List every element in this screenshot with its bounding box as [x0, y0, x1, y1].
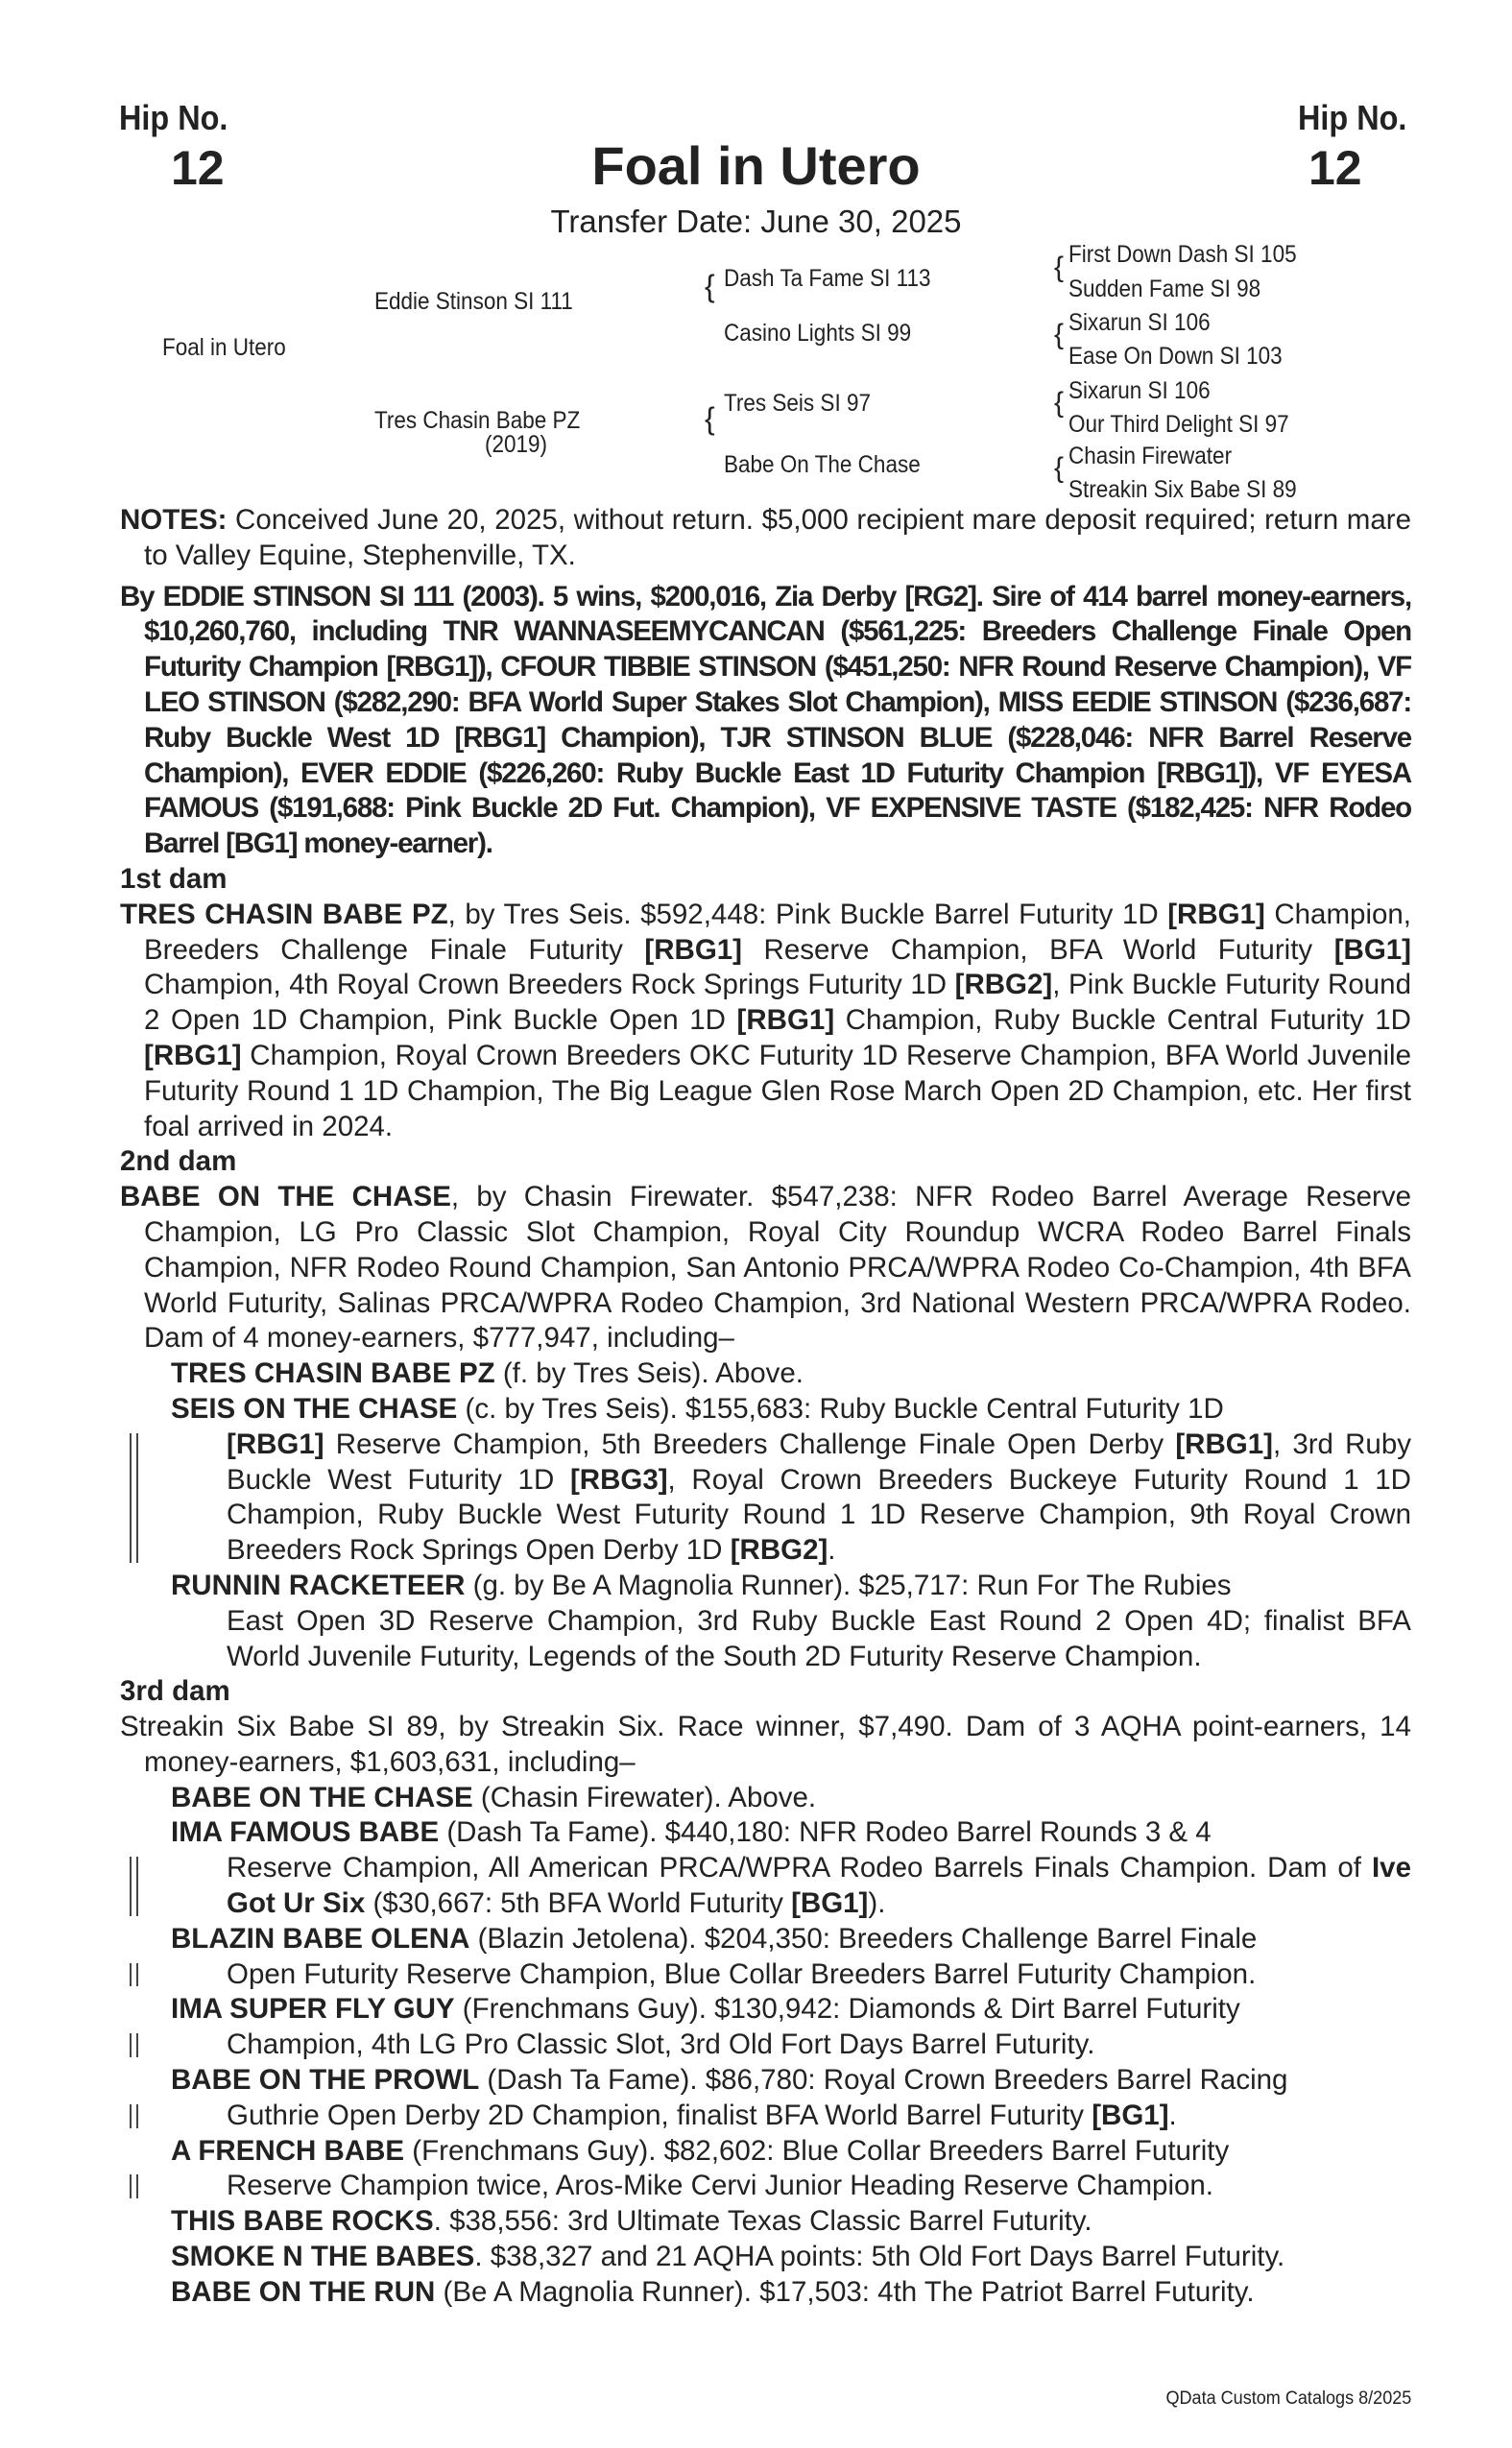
- offspring-name: RUNNIN RACKETEER: [171, 1569, 466, 1601]
- pedigree-sire: Eddie Stinson SI 111: [374, 288, 573, 315]
- grade-badge: [RBG3]: [569, 1463, 668, 1496]
- list-item: [171, 1392, 1411, 1569]
- first-dam-text: Champion, Breeders Challenge Finale Futurity: [144, 898, 1412, 966]
- offspring-text: Reserve Champion, All American PRCA/WPRA Rodeo Barrels Finals Champion. Dam of: [227, 1852, 1372, 1884]
- list-item: [171, 1356, 1411, 1392]
- grade-badge: [RBG1]: [736, 1004, 835, 1037]
- grade-badge: [RBG2]: [730, 1534, 828, 1567]
- first-dam-name: TRES CHASIN BABE PZ: [120, 898, 448, 930]
- first-dam-text: , Pink Buckle Futurity Round 2 Open 1D Champion, Pink Buckle Open 1D: [144, 969, 1411, 1037]
- list-item: [171, 1922, 1411, 1993]
- pedigree-dam-year: (2019): [485, 431, 548, 458]
- offspring-text: . $38,327 and 21 AQHA points: 5th Old Fort Days Barrel Futurity.: [474, 2241, 1285, 2273]
- offspring-name: BABE ON THE RUN: [171, 2275, 436, 2308]
- offspring-detail: [120, 1851, 1411, 1922]
- pedigree-subject: Foal in Utero: [162, 334, 286, 361]
- brace-icon: {: [1054, 387, 1065, 419]
- second-dam-paragraph: [120, 1180, 1411, 1356]
- brace-icon: {: [705, 401, 715, 436]
- offspring-text: (Blazin Jetolena). $204,350: Breeders Challenge Barrel Finale: [469, 1922, 1258, 1955]
- footer-credit: QData Custom Catalogs 8/2025: [1165, 2388, 1411, 2409]
- offspring-detail: [120, 2099, 1411, 2134]
- offspring-detail: [120, 1428, 1411, 1569]
- first-dam-text: Champion, Ruby Buckle Central Futurity 1D: [834, 1004, 1411, 1037]
- grade-badge: [RBG1]: [144, 1039, 242, 1071]
- hip-number-left: 12: [171, 141, 225, 195]
- offspring-name: IMA SUPER FLY GUY: [171, 1993, 455, 2026]
- offspring-name: BABE ON THE CHASE: [171, 1781, 473, 1813]
- offspring-text: (Frenchmans Guy). $130,942: Diamonds & Dirt Barrel Futurity: [454, 1993, 1240, 2026]
- list-item: [171, 1569, 1411, 1674]
- list-item: [171, 2240, 1411, 2275]
- offspring-text: .: [828, 1534, 836, 1567]
- list-item: [171, 2063, 1411, 2134]
- offspring-text: Reserve Champion, 5th Breeders Challenge Finale Open Derby: [324, 1428, 1176, 1460]
- offspring-detail: East Open 3D Reserve Champion, 3rd Ruby Buckle East Round 2 Open 4D; finalist BFA World Juvenile Futurity, Legends of the South 2D Futurity Reserve Champion.: [227, 1604, 1411, 1672]
- pedigree-g3: Sixarun SI 106: [1068, 309, 1211, 336]
- brace-icon: {: [1054, 252, 1065, 283]
- page-title: Foal in Utero: [591, 135, 921, 196]
- pedigree-sire-sire: Dash Ta Fame SI 113: [724, 265, 931, 292]
- hip-number-right: 12: [1308, 141, 1362, 195]
- offspring-text: ).: [868, 1887, 886, 1920]
- offspring-text: , 3rd Ruby Buckle West Futurity 1D: [227, 1428, 1411, 1496]
- pedigree-g1: First Down Dash SI 105: [1068, 241, 1297, 268]
- pedigree-dam: Tres Chasin Babe PZ: [374, 407, 581, 434]
- offspring-text: (c. by Tres Seis). $155,683: Ruby Buckle Central Futurity 1D: [457, 1392, 1224, 1425]
- brace-icon: {: [1054, 319, 1065, 350]
- offspring-text: , Royal Crown Breeders Buckeye Futurity Round 1 1D Champion, Ruby Buckle West Futurity Round 1 1D Reserve Champion, 9th Royal Crown Breeders Rock Springs Open Derby 1D: [227, 1463, 1411, 1567]
- first-dam-text: , by Tres Seis. $592,448: Pink Buckle Barrel Futurity 1D: [447, 898, 1168, 930]
- offspring-text: (Dash Ta Fame). $86,780: Royal Crown Breeders Barrel Racing: [479, 2064, 1288, 2097]
- grade-badge: [RBG1]: [227, 1428, 324, 1460]
- offspring-name: THIS BABE ROCKS: [171, 2205, 434, 2238]
- first-dam-text: Reserve Champion, BFA World Futurity: [742, 933, 1334, 966]
- brace-icon: {: [1054, 452, 1065, 484]
- grade-badge: [RBG1]: [1175, 1428, 1273, 1460]
- offspring-detail: Reserve Champion twice, Aros-Mike Cervi Junior Heading Reserve Champion.: [120, 2169, 1411, 2204]
- offspring-name: A FRENCH BABE: [171, 2134, 405, 2167]
- list-item: [171, 2204, 1411, 2240]
- pedigree-sire-dam: Casino Lights SI 99: [724, 320, 912, 347]
- list-item: [171, 2275, 1411, 2311]
- list-item: [171, 1815, 1411, 1921]
- offspring-name: BABE ON THE PROWL: [171, 2064, 480, 2097]
- hip-label-left: Hip No.: [119, 98, 228, 137]
- second-dam-text: , by Chasin Firewater. $547,238: NFR Rodeo Barrel Average Reserve Champion, LG Pro Classic Slot Champion, Royal City Roundup WCRA Rodeo Barrel Finals Champion, NFR Rodeo Round Champion, San Antonio PRCA/WPRA Rodeo Co-Champion, 4th BFA World Futurity, Salinas PRCA/WPRA Rodeo Champion, 3rd National Western PRCA/WPRA Rodeo. Dam of 4 money-earners, $777,947, including–: [144, 1181, 1411, 1355]
- pedigree-dam-dam: Babe On The Chase: [724, 451, 921, 478]
- grade-badge: [RBG1]: [644, 933, 742, 966]
- offspring-text: .: [1168, 2099, 1177, 2131]
- offspring-text: (f. by Tres Seis). Above.: [494, 1357, 804, 1390]
- second-dam-heading: 2nd dam: [120, 1145, 237, 1178]
- first-dam-paragraph: [120, 898, 1411, 1145]
- offspring-detail: Open Futurity Reserve Champion, Blue Collar Breeders Barrel Futurity Champion.: [120, 1957, 1411, 1993]
- offspring-name: SMOKE N THE BABES: [171, 2241, 475, 2273]
- hip-label-right: Hip No.: [1298, 98, 1407, 137]
- offspring-text: (Dash Ta Fame). $440,180: NFR Rodeo Barrel Rounds 3 & 4: [439, 1816, 1212, 1849]
- pedigree-dam-sire: Tres Seis SI 97: [724, 390, 871, 417]
- grade-badge: [RBG2]: [954, 969, 1053, 1001]
- pedigree-g5: Sixarun SI 106: [1068, 377, 1211, 404]
- offspring-name: IMA FAMOUS BABE: [171, 1816, 440, 1849]
- offspring-text: Guthrie Open Derby 2D Champion, finalist BFA World Barrel Futurity: [227, 2099, 1092, 2131]
- offspring-text: . $38,556: 3rd Ultimate Texas Classic Barrel Futurity.: [433, 2205, 1092, 2238]
- catalog-body: [120, 503, 1411, 2311]
- list-item: [171, 1781, 1411, 1816]
- grade-badge: [BG1]: [1092, 2099, 1169, 2131]
- transfer-date: Transfer Date: June 30, 2025: [550, 204, 962, 239]
- notes-paragraph: [120, 503, 1411, 574]
- offspring-text: (Frenchmans Guy). $82,602: Blue Collar Breeders Barrel Futurity: [404, 2134, 1230, 2167]
- third-dam-paragraph: Streakin Six Babe SI 89, by Streakin Six. Race winner, $7,490. Dam of 3 AQHA point-earners, 14 money-earners, $1,603,631, including–: [120, 1711, 1411, 1778]
- sire-paragraph: By EDDIE STINSON SI 111 (2003). 5 wins, $200,016, Zia Derby [RG2]. Sire of 414 barrel money-earners, $10,260,760, including TNR WANNASEEMYCANCAN ($561,225: Breeders Challenge Finale Open Futurity Champion [RBG1]), CFOUR TIBBIE STINSON ($451,250: NFR Round Reserve Champion), VF LEO STINSON ($282,290: BFA World Super Stakes Slot Champion), MISS EEDIE STINSON ($236,687: Ruby Buckle West 1D [RBG1] Champion), TJR STINSON BLUE ($228,046: NFR Barrel Reserve Champion), EVER EDDIE ($226,260: Ruby Buckle East 1D Futurity Champion [RBG1]), VF EYESA FAMOUS ($191,688: Pink Buckle 2D Fut. Champion), VF EXPENSIVE TASTE ($182,425: NFR Rodeo Barrel [BG1] money-earner).: [120, 580, 1411, 860]
- offspring-text: (g. by Be A Magnolia Runner). $25,717: Run For The Rubies: [465, 1569, 1232, 1601]
- list-item: [171, 2134, 1411, 2205]
- third-dam-heading: 3rd dam: [120, 1675, 230, 1708]
- list-item: [171, 1992, 1411, 2063]
- brace-icon: {: [705, 269, 715, 303]
- pedigree-g8: Streakin Six Babe SI 89: [1068, 476, 1297, 503]
- offspring-text: (Be A Magnolia Runner). $17,503: 4th The Patriot Barrel Futurity.: [435, 2275, 1255, 2308]
- second-dam-name: BABE ON THE CHASE: [120, 1181, 451, 1213]
- pedigree-g7: Chasin Firewater: [1068, 443, 1233, 469]
- offspring-name: BLAZIN BABE OLENA: [171, 1922, 470, 1955]
- pedigree-g6: Our Third Delight SI 97: [1068, 411, 1289, 438]
- pedigree-g2: Sudden Fame SI 98: [1068, 276, 1261, 302]
- grade-badge: [BG1]: [1333, 933, 1411, 966]
- grade-badge: [RBG1]: [1167, 898, 1265, 930]
- offspring-text: ($30,667: 5th BFA World Futurity: [365, 1887, 792, 1920]
- pedigree-g4: Ease On Down SI 103: [1068, 343, 1283, 370]
- grand-offspring-name: Ive Got Ur Six: [227, 1852, 1411, 1920]
- first-dam-heading: 1st dam: [120, 862, 228, 895]
- grade-badge: [BG1]: [791, 1887, 869, 1920]
- first-dam-text: Champion, Royal Crown Breeders OKC Futurity 1D Reserve Champion, BFA World Juvenile Futurity Round 1 1D Champion, The Big League Glen Rose March Open 2D Champion, etc. Her first foal arrived in 2024.: [144, 1039, 1411, 1142]
- offspring-name: SEIS ON THE CHASE: [171, 1392, 458, 1425]
- offspring-text: (Chasin Firewater). Above.: [472, 1781, 817, 1813]
- notes-label: NOTES:: [120, 504, 228, 536]
- first-dam-text: Champion, 4th Royal Crown Breeders Rock Springs Futurity 1D: [144, 969, 955, 1001]
- offspring-name: TRES CHASIN BABE PZ: [171, 1357, 495, 1390]
- offspring-detail: Champion, 4th LG Pro Classic Slot, 3rd Old Fort Days Barrel Futurity.: [120, 2028, 1411, 2063]
- notes-text: Conceived June 20, 2025, without return. $5,000 recipient mare deposit required; return mare to Valley Equine, Stephenville, TX.: [144, 504, 1411, 571]
